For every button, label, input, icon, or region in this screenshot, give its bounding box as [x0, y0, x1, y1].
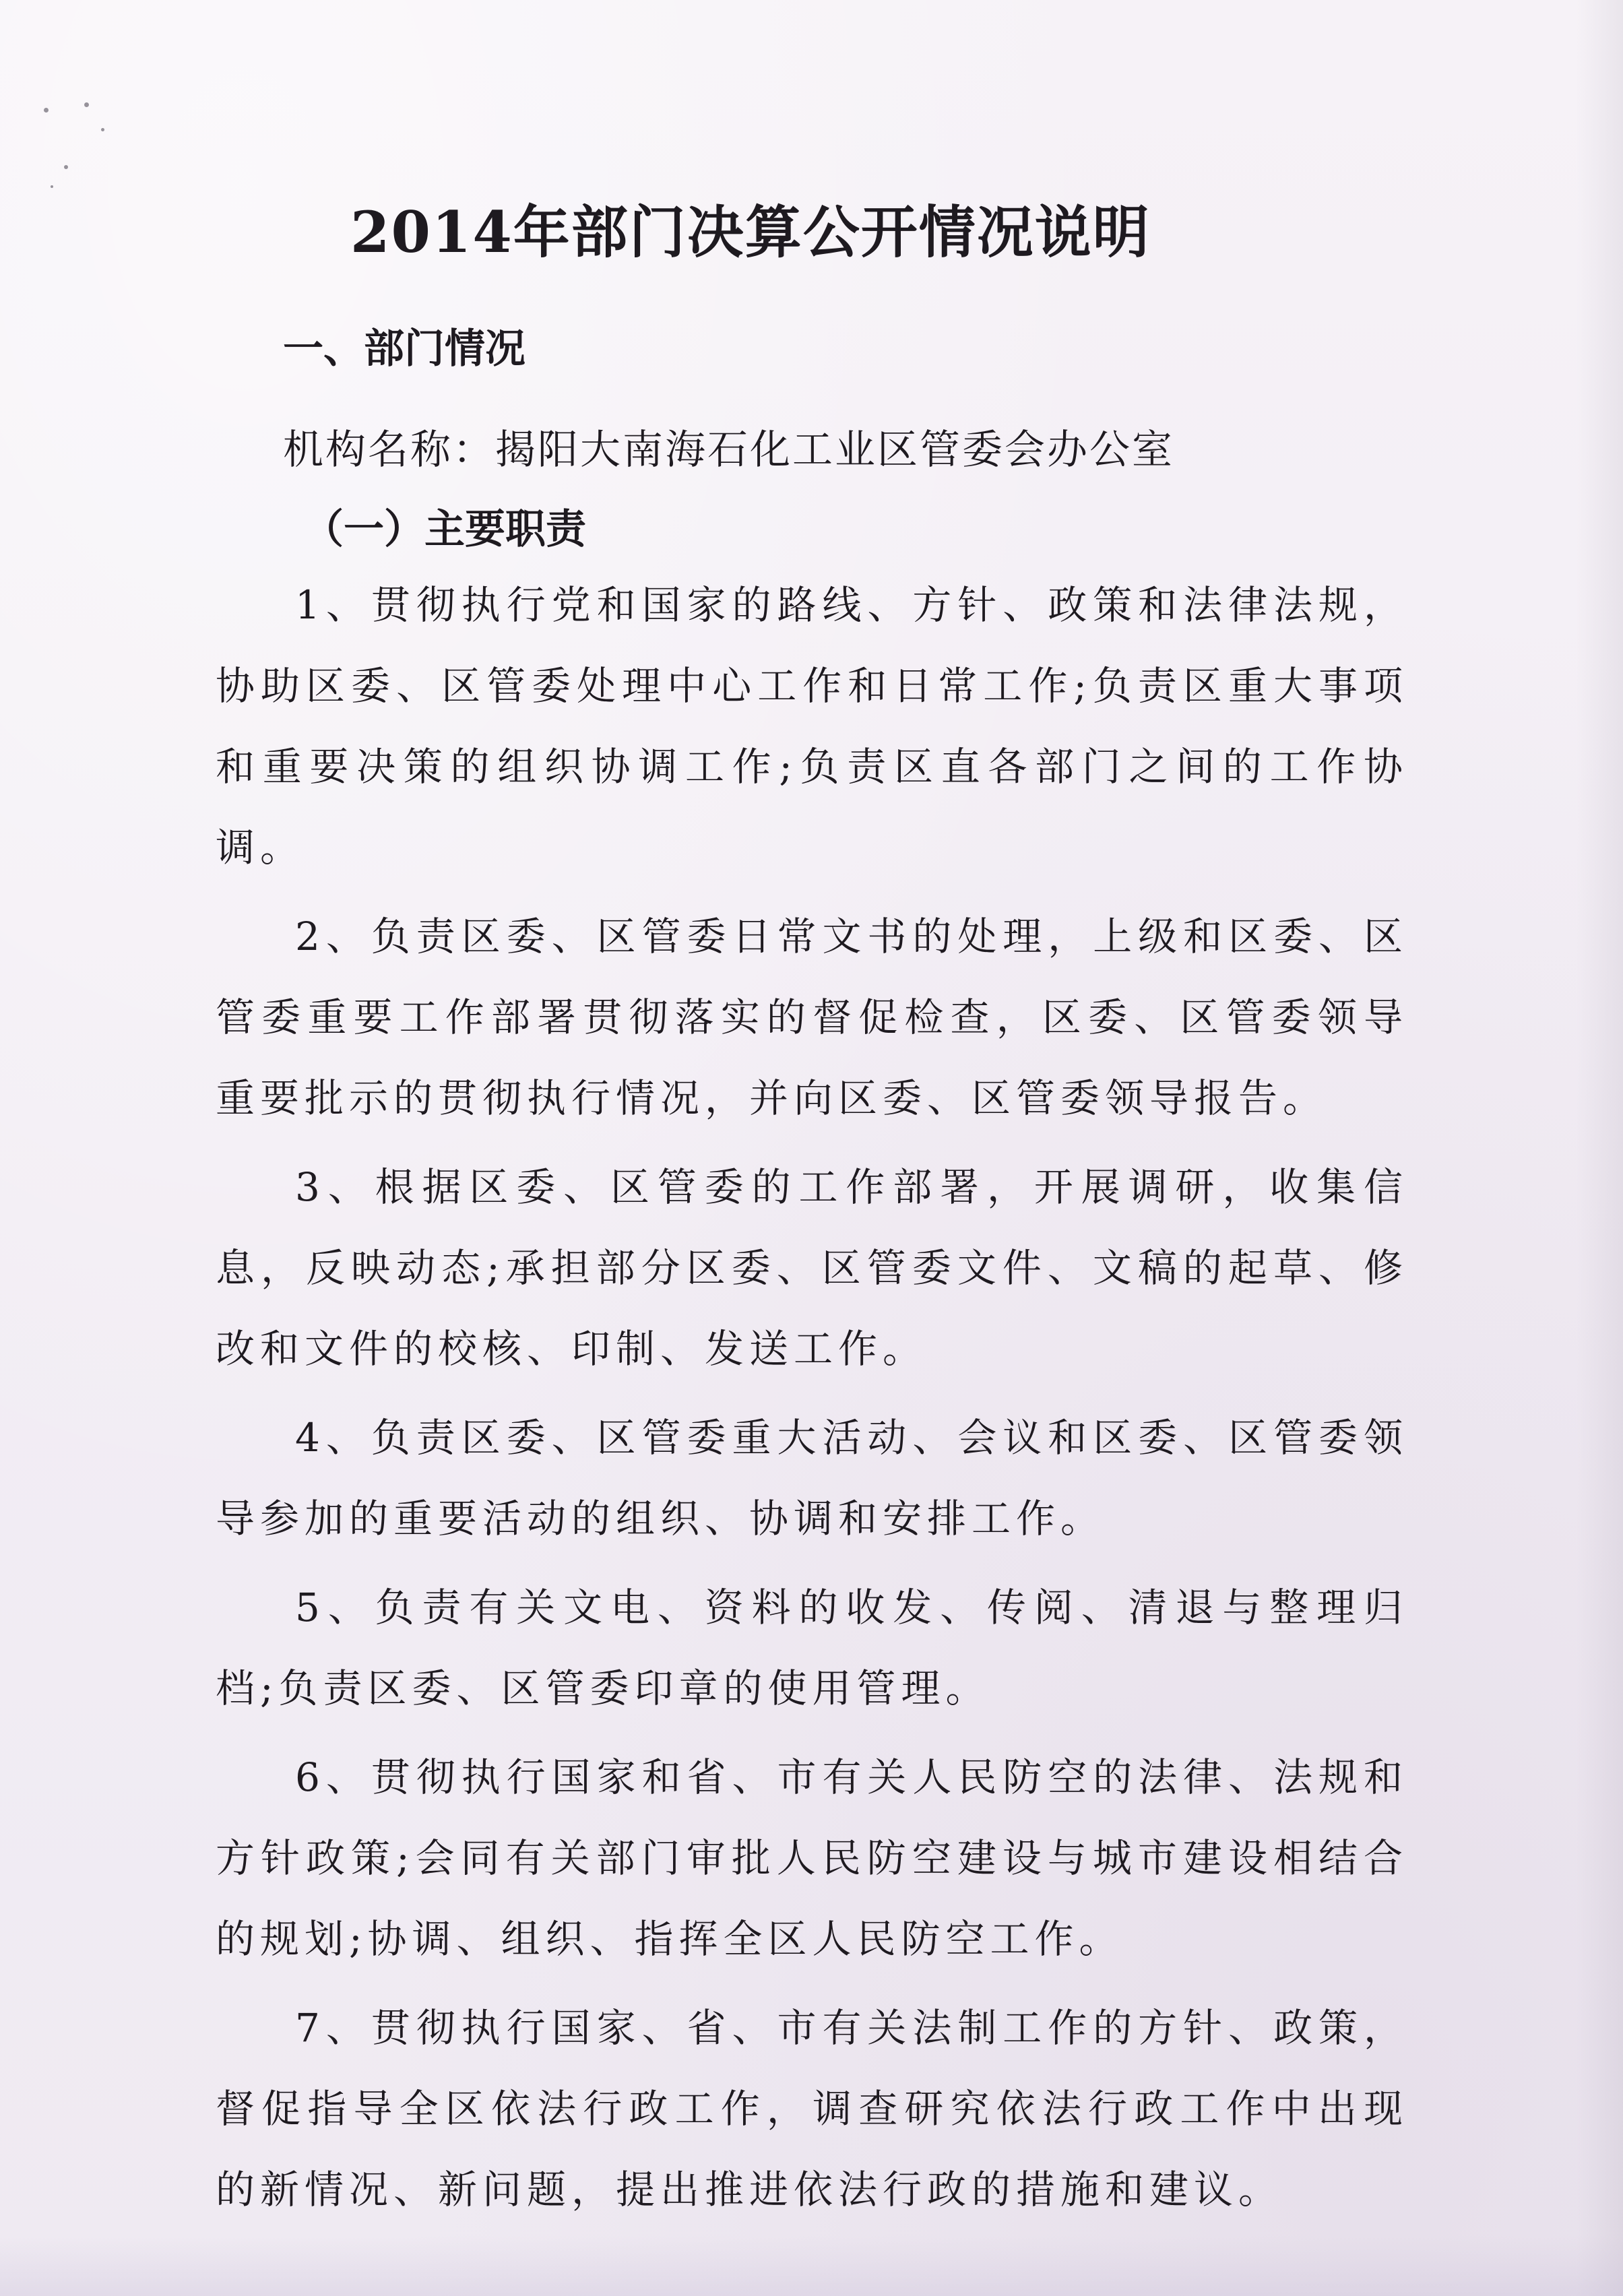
section-heading-department-overview: 一、部门情况 [283, 325, 526, 373]
scan-shadow-right [1576, 0, 1623, 2296]
speck [101, 128, 104, 131]
paper-specks [37, 101, 111, 195]
organization-label: 机构名称： [283, 426, 495, 474]
duty-item: 1、贯彻执行党和国家的路线、方针、政策和法律法规，协助区委、区管委处理中心工作和日常工作;负责区重大事项和重要决策的组织协调工作;负责区直各部门之间的工作协调。 [216, 582, 1408, 870]
duty-item: 2、负责区委、区管委日常文书的处理，上级和区委、区管委重要工作部署贯彻落实的督促检查，区委、区管委领导重要批示的贯彻执行情况，并向区委、区管委领导报告。 [216, 914, 1408, 1121]
speck [44, 108, 49, 113]
subsection-heading-main-duties: （一）主要职责 [303, 506, 586, 553]
duty-item: 7、贯彻执行国家、省、市有关法制工作的方针、政策，督促指导全区依法行政工作，调查研究依法行政工作中出现的新情况、新问题，提出推进依法行政的措施和建议。 [216, 2005, 1408, 2212]
scan-shadow-bottom [0, 2235, 1623, 2296]
duty-item: 6、贯彻执行国家和省、市有关人民防空的法律、法规和方针政策;会同有关部门审批人民防空建设与城市建设相结合的规划;协调、组织、指挥全区人民防空工作。 [216, 1754, 1408, 1962]
duty-item: 4、负责区委、区管委重大活动、会议和区委、区管委领导参加的重要活动的组织、协调和安排工作。 [216, 1415, 1408, 1541]
duties-list [216, 565, 1408, 2238]
document-title: 2014年部门决算公开情况说明 [350, 199, 1151, 265]
speck [64, 165, 68, 169]
duty-item: 3、根据区委、区管委的工作部署，开展调研，收集信息，反映动态;承担部分区委、区管委文件、文稿的起草、修改和文件的校核、印制、发送工作。 [216, 1164, 1408, 1372]
speck [51, 185, 53, 188]
organization-name: 揭阳大南海石化工业区管委会办公室 [495, 426, 1174, 474]
duty-item: 5、负责有关文电、资料的收发、传阅、清退与整理归档;负责区委、区管委印章的使用管理。 [216, 1585, 1408, 1711]
speck [84, 102, 89, 107]
organization-line [283, 418, 1174, 476]
